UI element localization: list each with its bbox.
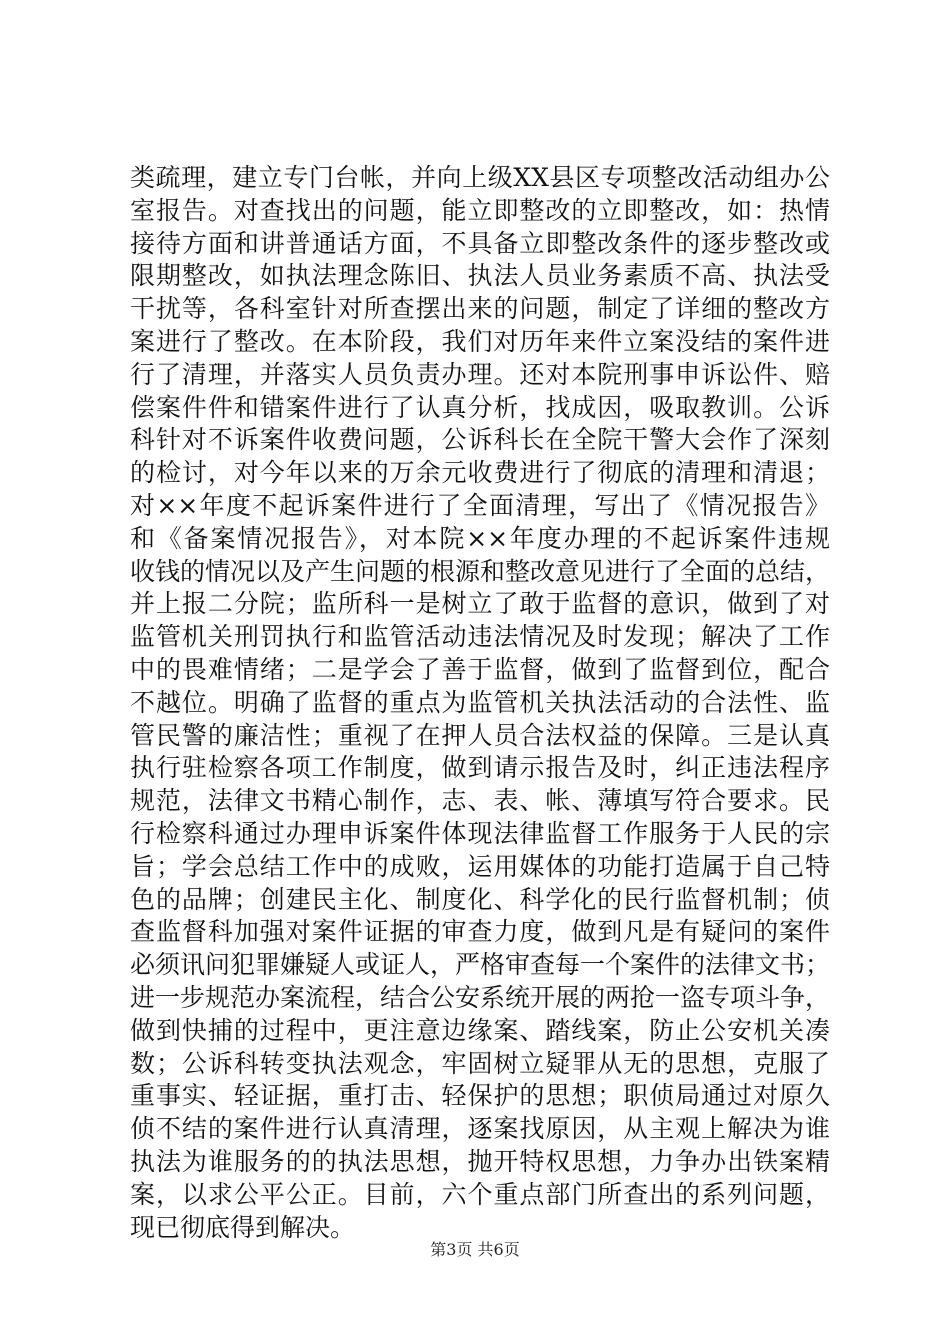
text-line: 并上报二分院；监所科一是树立了敢于监督的意识，做到了对 [130, 589, 830, 619]
text-line: 行检察科通过办理申诉案件体现法律监督工作服务于人民的宗 [130, 818, 830, 848]
text-line: 执行驻检察各项工作制度，做到请示报告及时，纠正违法程序 [130, 753, 830, 783]
text-line: 监管机关刑罚执行和监管活动违法情况及时发现；解决了工作 [130, 622, 830, 652]
text-line: 必须讯问犯罪嫌疑人或证人，严格审查每一个案件的法律文书； [130, 950, 831, 980]
page-footer: 第3页 共6页 [430, 1240, 520, 1259]
text-line: 规范，法律文书精心制作，志、表、帐、薄填写符合要求。民 [130, 786, 830, 816]
text-line: 类疏理，建立专门台帐，并向上级XX县区专项整改活动组办公 [130, 163, 830, 192]
text-line: 干扰等，各科室针对所查摆出来的问题，制定了详细的整改方 [130, 294, 830, 324]
text-line: 不越位。明确了监督的重点为监管机关执法活动的合法性、监 [130, 687, 830, 717]
text-line: 偿案件件和错案件进行了认真分析，找成因，吸取教训。公诉 [130, 392, 830, 422]
text-line: 对××年度不起诉案件进行了全面清理，写出了《情况报告》 [130, 490, 830, 520]
text-line: 重事实、轻证据，重打击、轻保护的思想；职侦局通过对原久 [130, 1081, 830, 1111]
body-text [130, 162, 830, 1244]
text-line: 数；公诉科转变执法观念，牢固树立疑罪从无的思想，克服了 [130, 1048, 830, 1078]
text-line: 接待方面和讲普通话方面，不具备立即整改条件的逐步整改或 [130, 228, 830, 258]
text-line: 限期整改，如执法理念陈旧、执法人员业务素质不高、执法受 [130, 261, 830, 291]
text-line: 中的畏难情绪；二是学会了善于监督，做到了监督到位，配合 [130, 654, 830, 684]
text-line: 色的品牌；创建民主化、制度化、科学化的民行监督机制；侦 [130, 884, 830, 914]
text-line: 室报告。对查找出的问题，能立即整改的立即整改，如：热情 [130, 195, 830, 225]
text-line: 做到快捕的过程中，更注意边缘案、踏线案，防止公安机关凑 [130, 1015, 830, 1045]
text-line: 案进行了整改。在本阶段，我们对历年来件立案没结的案件进 [130, 326, 830, 356]
text-line: 案，以求公平公正。目前，六个重点部门所查出的系列问题， [130, 1179, 830, 1209]
text-line: 行了清理，并落实人员负责办理。还对本院刑事申诉讼件、赔 [130, 359, 830, 389]
text-line: 现已彻底得到解决。 [130, 1212, 356, 1242]
text-line: 收钱的情况以及产生问题的根源和整改意见进行了全面的总结， [130, 556, 831, 586]
text-line: 的检讨，对今年以来的万余元收费进行了彻底的清理和清退； [130, 458, 830, 488]
text-line: 科针对不诉案件收费问题，公诉科长在全院干警大会作了深刻 [130, 425, 830, 455]
text-line: 查监督科加强对案件证据的审查力度，做到凡是有疑问的案件 [130, 917, 830, 947]
text-line: 执法为谁服务的的执法思想，抛开特权思想，力争办出铁案精 [130, 1146, 830, 1176]
text-line: 和《备案情况报告》，对本院××年度办理的不起诉案件违规 [130, 523, 830, 553]
text-line: 侦不结的案件进行认真清理，逐案找原因，从主观上解决为谁 [130, 1114, 830, 1144]
text-line: 进一步规范办案流程，结合公安系统开展的两抢一盗专项斗争， [130, 982, 831, 1012]
text-line: 旨；学会总结工作中的成败，运用媒体的功能打造属于自己特 [130, 851, 830, 881]
text-line: 管民警的廉洁性；重视了在押人员合法权益的保障。三是认真 [130, 720, 830, 750]
